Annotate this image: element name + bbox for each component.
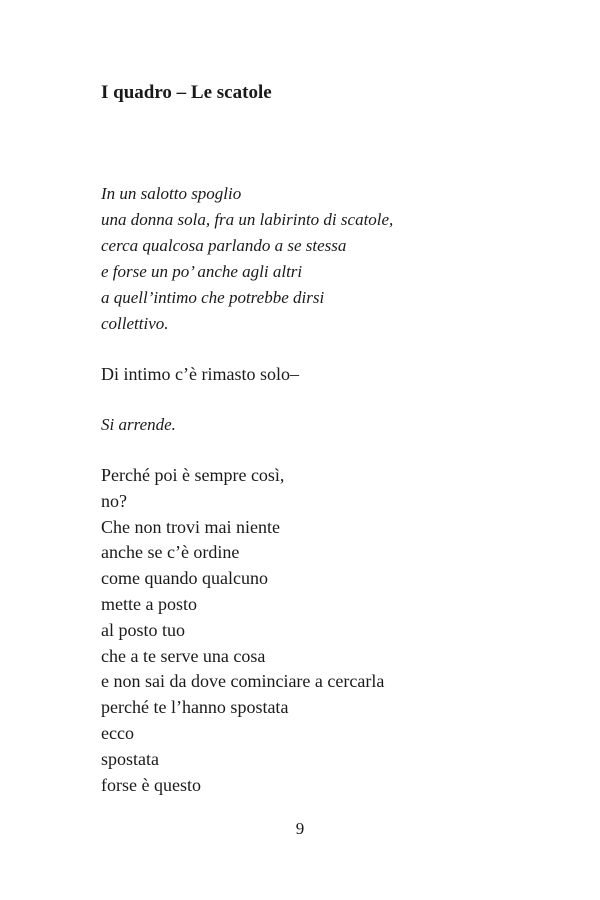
speech-line: anche se c’è ordine xyxy=(101,542,240,563)
speech-block-2 xyxy=(101,463,571,798)
stage-direction-line: In un salotto spoglio xyxy=(101,184,242,203)
stage-direction-line: una donna sola, fra un labirinto di scatole, xyxy=(101,210,394,229)
stage-direction-line: a quell’intimo che potrebbe dirsi xyxy=(101,288,325,307)
page-number: 9 xyxy=(295,819,305,838)
speech-line: al posto tuo xyxy=(101,619,185,640)
speech-line: e non sai da dove cominciare a cercarla xyxy=(101,671,385,692)
speech-line: spostata xyxy=(101,748,159,769)
stage-direction-line: cerca qualcosa parlando a se stessa xyxy=(101,236,347,255)
speech-line: come quando qualcuno xyxy=(101,568,268,589)
speech-line: mette a posto xyxy=(101,593,197,614)
speech-line: Che non trovi mai niente xyxy=(101,516,280,537)
speech-line: perché te l’hanno spostata xyxy=(101,697,289,718)
speech-line: ecco xyxy=(101,722,134,743)
speech-block-1 xyxy=(101,361,571,387)
stage-direction-line: collettivo. xyxy=(101,314,169,333)
scene-title: I quadro – Le scatole xyxy=(101,82,272,103)
stage-direction-2 xyxy=(101,412,571,438)
speech-line: Di intimo c’è rimasto solo– xyxy=(101,364,299,384)
stage-direction-line: Si arrende. xyxy=(101,415,176,434)
speech-line: Perché poi è sempre così, xyxy=(101,465,285,485)
speech-line: forse è questo xyxy=(101,774,201,795)
speech-line: che a te serve una cosa xyxy=(101,645,266,666)
speech-line: no? xyxy=(101,490,127,511)
stage-direction-line: e forse un po’ anche agli altri xyxy=(101,262,303,281)
stage-direction-intro xyxy=(101,181,571,337)
